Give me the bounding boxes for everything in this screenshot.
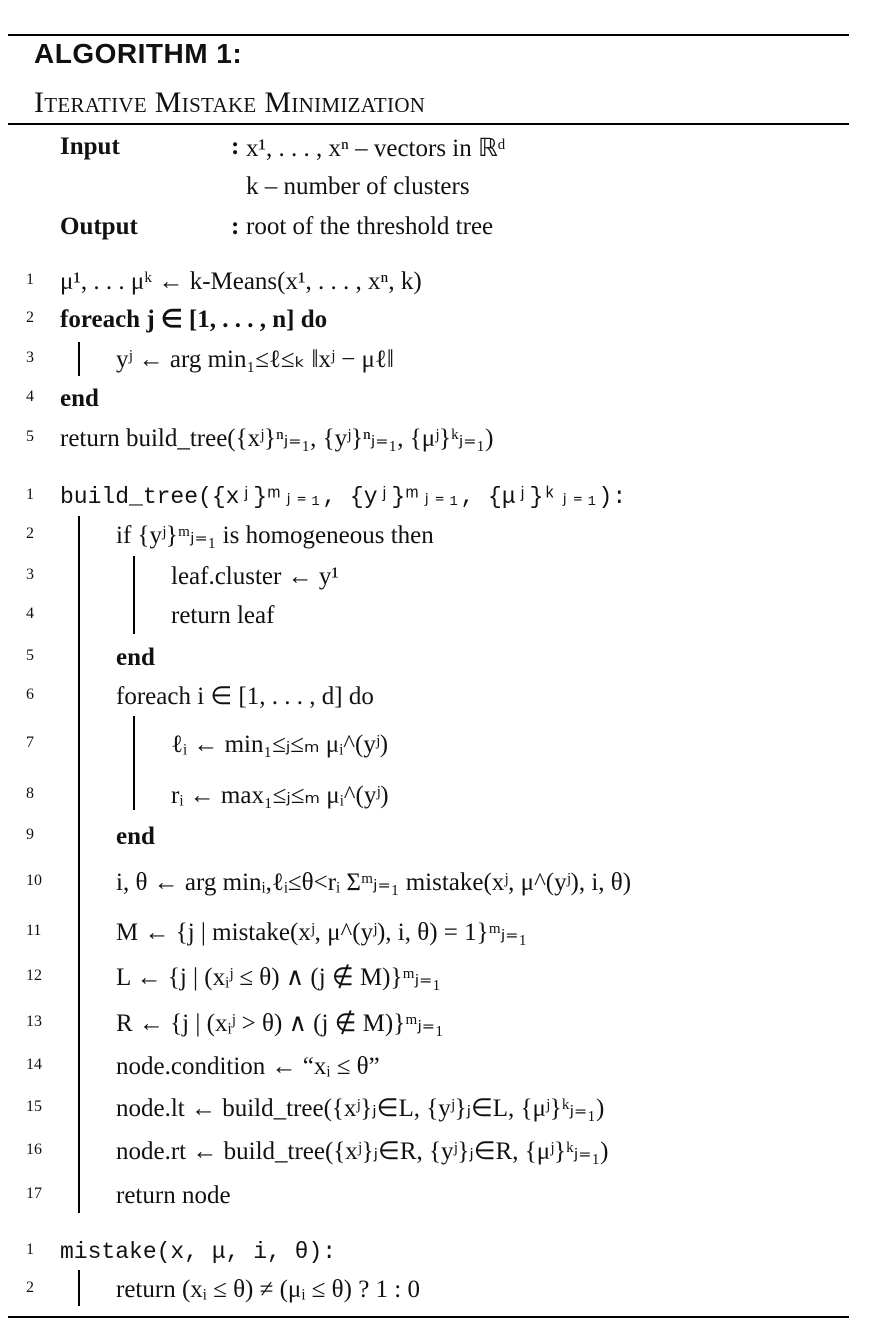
line-code: M ← {j | mistake(xʲ, μ^(yʲ), i, θ) = 1}ᵐⱼ₌₁ [116,919,528,946]
line-code: rᵢ ← max₁≤ⱼ≤ₘ μᵢ^(yʲ) [171,782,389,809]
line-code: node.rt ← build_tree({xʲ}ⱼ∈R, {yʲ}ⱼ∈R, {μʲ}ᵏⱼ₌₁) [116,1138,609,1165]
line-code: if {yʲ}ᵐⱼ₌₁ is homogeneous then [116,522,434,549]
line-number: 6 [26,686,34,703]
input-colon: : [231,133,240,160]
bt-line-10 [0,866,872,906]
line-code: return node [116,1182,231,1209]
line-number: 12 [26,967,42,984]
line-code: foreach j ∈ [1, . . . , n] do [60,306,328,333]
main-line-2 [0,303,872,343]
line-number: 2 [26,1279,34,1296]
main-line-4 [0,382,872,422]
bt-line-9 [0,820,872,860]
line-code: node.condition ← “xᵢ ≤ θ” [116,1053,380,1080]
line-code: end [116,644,155,671]
mistake-line-1 [0,1235,872,1275]
algorithm-title: Iterative Mistake Minimization [34,86,426,119]
line-code: return (xᵢ ≤ θ) ≠ (μᵢ ≤ θ) ? 1 : 0 [116,1276,420,1303]
bt-line-5 [0,641,872,681]
line-number: 5 [26,428,34,445]
bt-line-7 [0,728,872,768]
line-code: return leaf [171,602,275,629]
line-code: foreach i ∈ [1, . . . , d] do [116,683,374,710]
line-number: 10 [26,872,42,889]
bt-line-16 [0,1135,872,1175]
line-number: 8 [26,785,34,802]
line-code: i, θ ← arg minᵢ,ℓᵢ≤θ<rᵢ Σᵐⱼ₌₁ mistake(xʲ, μ^(yʲ), i, θ) [116,869,632,896]
bt-line-4 [0,599,872,639]
mistake-line-2 [0,1273,872,1313]
main-line-5 [0,422,872,462]
line-number: 5 [26,647,34,664]
line-code: μ¹, . . . μᵏ ← k-Means(x¹, . . . , xⁿ, k) [60,268,422,295]
line-code: build_tree({xʲ}ᵐⱼ₌₁, {yʲ}ᵐⱼ₌₁, {μʲ}ᵏⱼ₌₁): [60,484,627,510]
bt-line-8 [0,779,872,819]
line-code: return build_tree({xʲ}ⁿⱼ₌₁, {yʲ}ⁿⱼ₌₁, {μʲ}ᵏⱼ₌₁) [60,425,494,452]
line-number: 15 [26,1098,42,1115]
line-number: 1 [26,271,34,288]
line-number: 2 [26,525,34,542]
line-number: 17 [26,1185,42,1202]
line-code: leaf.cluster ← y¹ [171,563,339,590]
algorithm-label: ALGORITHM 1: [34,38,243,69]
line-code: end [116,823,155,850]
line-number: 4 [26,388,34,405]
header-rule [8,123,849,125]
line-code: end [60,385,99,412]
line-code: mistake(x, μ, i, θ): [60,1239,337,1265]
bt-line-6 [0,680,872,720]
bt-line-15 [0,1092,872,1132]
line-number: 4 [26,605,34,622]
bottom-rule [8,1316,849,1318]
bt-line-3 [0,560,872,600]
line-number: 9 [26,826,34,843]
line-number: 13 [26,1013,42,1030]
bt-line-2 [0,519,872,559]
input-key: Input [60,133,120,160]
line-number: 3 [26,566,34,583]
bt-line-17 [0,1179,872,1219]
foreach-scope-bar [78,342,80,376]
main-line-1 [0,265,872,305]
line-number: 1 [26,1241,34,1258]
bt-line-13 [0,1007,872,1047]
line-code: R ← {j | (xᵢʲ > θ) ∧ (j ∉ M)}ᵐⱼ₌₁ [116,1010,444,1037]
input-line-2: k – number of clusters [246,173,470,200]
top-rule [8,34,849,36]
bt-line-12 [0,961,872,1001]
line-code: L ← {j | (xᵢʲ ≤ θ) ∧ (j ∉ M)}ᵐⱼ₌₁ [116,964,442,991]
line-number: 2 [26,309,34,326]
main-line-3 [0,343,872,383]
bt-line-11 [0,916,872,956]
bt-line-14 [0,1050,872,1090]
line-number: 14 [26,1056,42,1073]
bt-line-1 [0,480,872,520]
line-number: 1 [26,486,34,503]
line-code: yʲ ← arg min₁≤ℓ≤ₖ ‖xʲ − μℓ‖ [116,346,394,373]
output-key: Output [60,213,138,240]
line-number: 3 [26,349,34,366]
line-number: 11 [26,922,42,939]
output-colon: : [231,213,240,240]
line-code: ℓᵢ ← min₁≤ⱼ≤ₘ μᵢ^(yʲ) [171,731,389,758]
line-number: 7 [26,734,34,751]
line-code: node.lt ← build_tree({xʲ}ⱼ∈L, {yʲ}ⱼ∈L, {μʲ}ᵏⱼ₌₁) [116,1095,605,1122]
output-line: root of the threshold tree [246,213,494,240]
line-number: 16 [26,1141,42,1158]
input-line-1: x¹, . . . , xⁿ – vectors in ℝᵈ [246,135,506,162]
